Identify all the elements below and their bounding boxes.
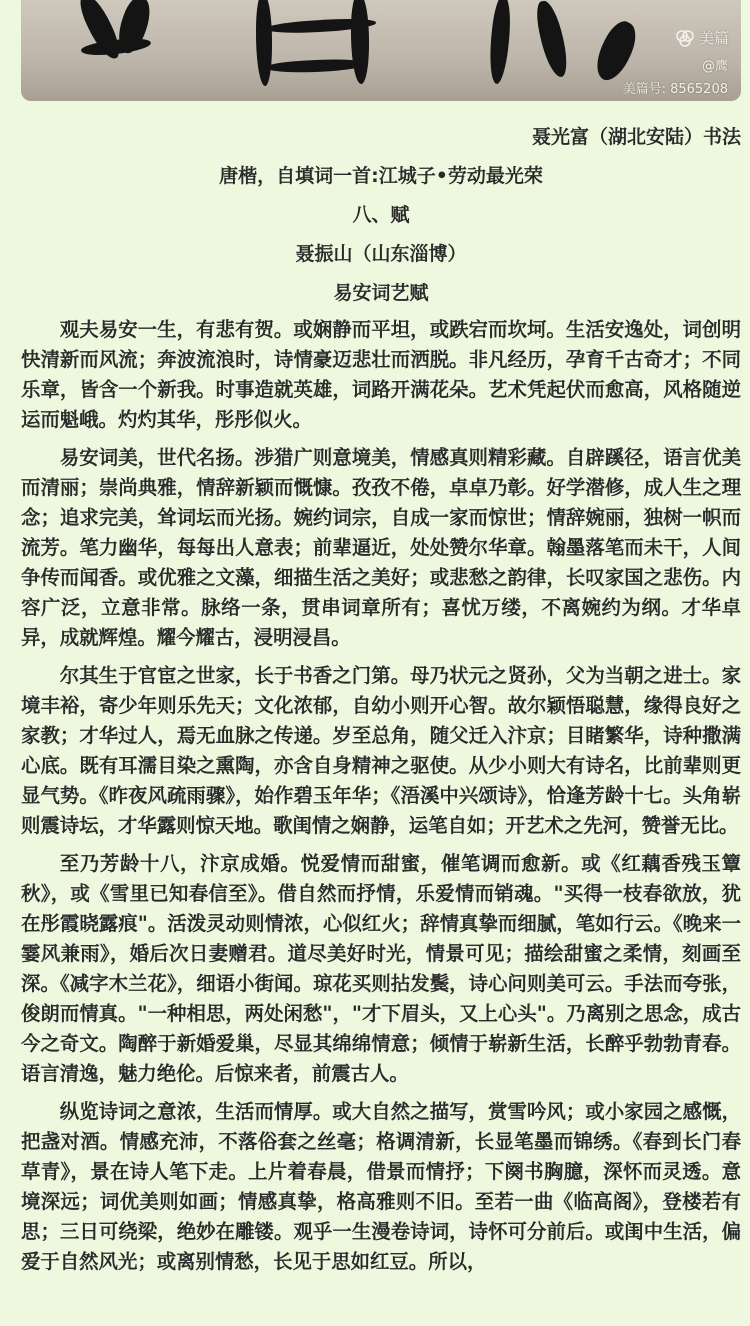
- watermark-logo-text: 美篇: [698, 29, 729, 47]
- essay-title: 易安词艺赋: [333, 282, 429, 304]
- watermark-id: 美篇号: 8565208: [622, 82, 728, 97]
- paragraph-4: 至乃芳龄十八，汴京成婚。悦爱情而甜蜜，催笔调而愈新。或《红藕香残玉簟秋》，或《雪里已知春信至》。借自然而抒情，乐爱情而销魂。"买得一枝春欲放，犹在彤霞晓露痕"。活泼灵动则情浓，心似红火；辞情真挚而细腻，笔如行云。《晚来一霎风兼雨》，婚后次日妻赠君。道尽美好时光，情景可见；描绘甜蜜之柔情，刻画至深。《减字木兰花》，细语小街闻。琼花买则拈发鬓，诗心问则美可云。手法而夸张，俊朗而情真。"一种相思，两处闲愁"，"才下眉头，又上心头"。乃离别之思念，成古今之奇文。陶醉于新婚爱巢，尽显其绵绵情意；倾情于崭新生活，长醉乎勃勃青春。语言清逸，魅力绝伦。后惊来者，前震古人。: [21, 852, 741, 1085]
- meipian-watermark: [675, 27, 729, 48]
- author-line: 聂光富（湖北安陆）书法: [531, 126, 741, 148]
- paragraph-5: 纵览诗词之意浓，生活而情厚。或大自然之描写，赏雪吟风；或小家园之感慨，把盏对酒。情感充沛，不落俗套之丝毫；格调清新，长显笔墨而锦绣。《春到长门春草青》，景在诗人笔下走。上片着春晨，借景而情抒；下阕书胸臆，深怀而灵透。意境深远；词优美则如画；情感真挚，格高雅则不旧。至若一曲《临高阁》，登楼若有思；三日可绕梁，绝妙在雕镂。观乎一生漫卷诗词，诗怀可分前后。或闺中生活，偏爱于自然风光；或离别情愁，长见于思如红豆。所以，: [21, 1100, 741, 1273]
- paragraph-1: 观夫易安一生，有悲有贺。或娴静而平坦，或跌宕而坎坷。生活安逸处，词创明快清新而风流；奔波流浪时，诗情豪迈悲壮而洒脱。非凡经历，孕育千古奇才；不同乐章，皆含一个新我。时事造就英雄，词路开满花朵。艺术凭起伏而愈高，风格随逆运而魁峨。灼灼其华，彤彤似火。: [21, 318, 741, 431]
- calligraphy-photo: [21, 0, 741, 101]
- paragraph-2: 易安词美，世代名扬。涉猎广则意境美，情感真则精彩藏。自辟蹊径，语言优美而清丽；崇尚典雅，情辞新颖而慨慷。孜孜不倦，卓卓乃彰。好学潜修，成人生之理念；追求完美，耸词坛而光扬。婉约词宗，自成一家而惊世；情辞婉丽，独树一帜而流芳。笔力幽华，每每出人意表；前辈逼近，处处赞尔华章。翰墨落笔而未干，人间争传而闻香。或优雅之文藻，细描生活之美好；或悲愁之韵律，长叹家国之悲伤。内容广泛，立意非常。脉络一条，贯串词章所有；喜忧万缕，不离婉约为纲。才华卓异，成就辉煌。耀今耀古，浸明浸昌。: [21, 446, 741, 649]
- meipian-logo-icon: [675, 28, 695, 48]
- essay-author: 聂振山（山东淄博）: [295, 243, 467, 265]
- work-line: 唐楷，自填词一首:江城子•劳动最光荣: [219, 165, 543, 187]
- section-title: 八、赋: [352, 204, 410, 226]
- article-body: [21, 118, 741, 1285]
- watermark-handle: @鹰: [701, 59, 728, 74]
- paragraph-3: 尔其生于官宦之世家，长于书香之门第。母乃状元之贤孙，父为当朝之进士。家境丰裕，寄少年则乐先天；文化浓郁，自幼小则开心智。故尔颖悟聪慧，缘得良好之家教；才华过人，焉无血脉之传递。岁至总角，随父迁入汴京；目睹繁华，诗种撒满心底。既有耳濡目染之熏陶，亦含自身精神之驱使。从少小则大有诗名，比前辈则更显气势。《昨夜风疏雨骤》，始作碧玉年华；《浯溪中兴颂诗》，恰逢芳龄十七。头角崭则震诗坛，才华露则惊天地。歌闺情之娴静，运笔自如；开艺术之先河，赞誉无比。: [21, 664, 741, 837]
